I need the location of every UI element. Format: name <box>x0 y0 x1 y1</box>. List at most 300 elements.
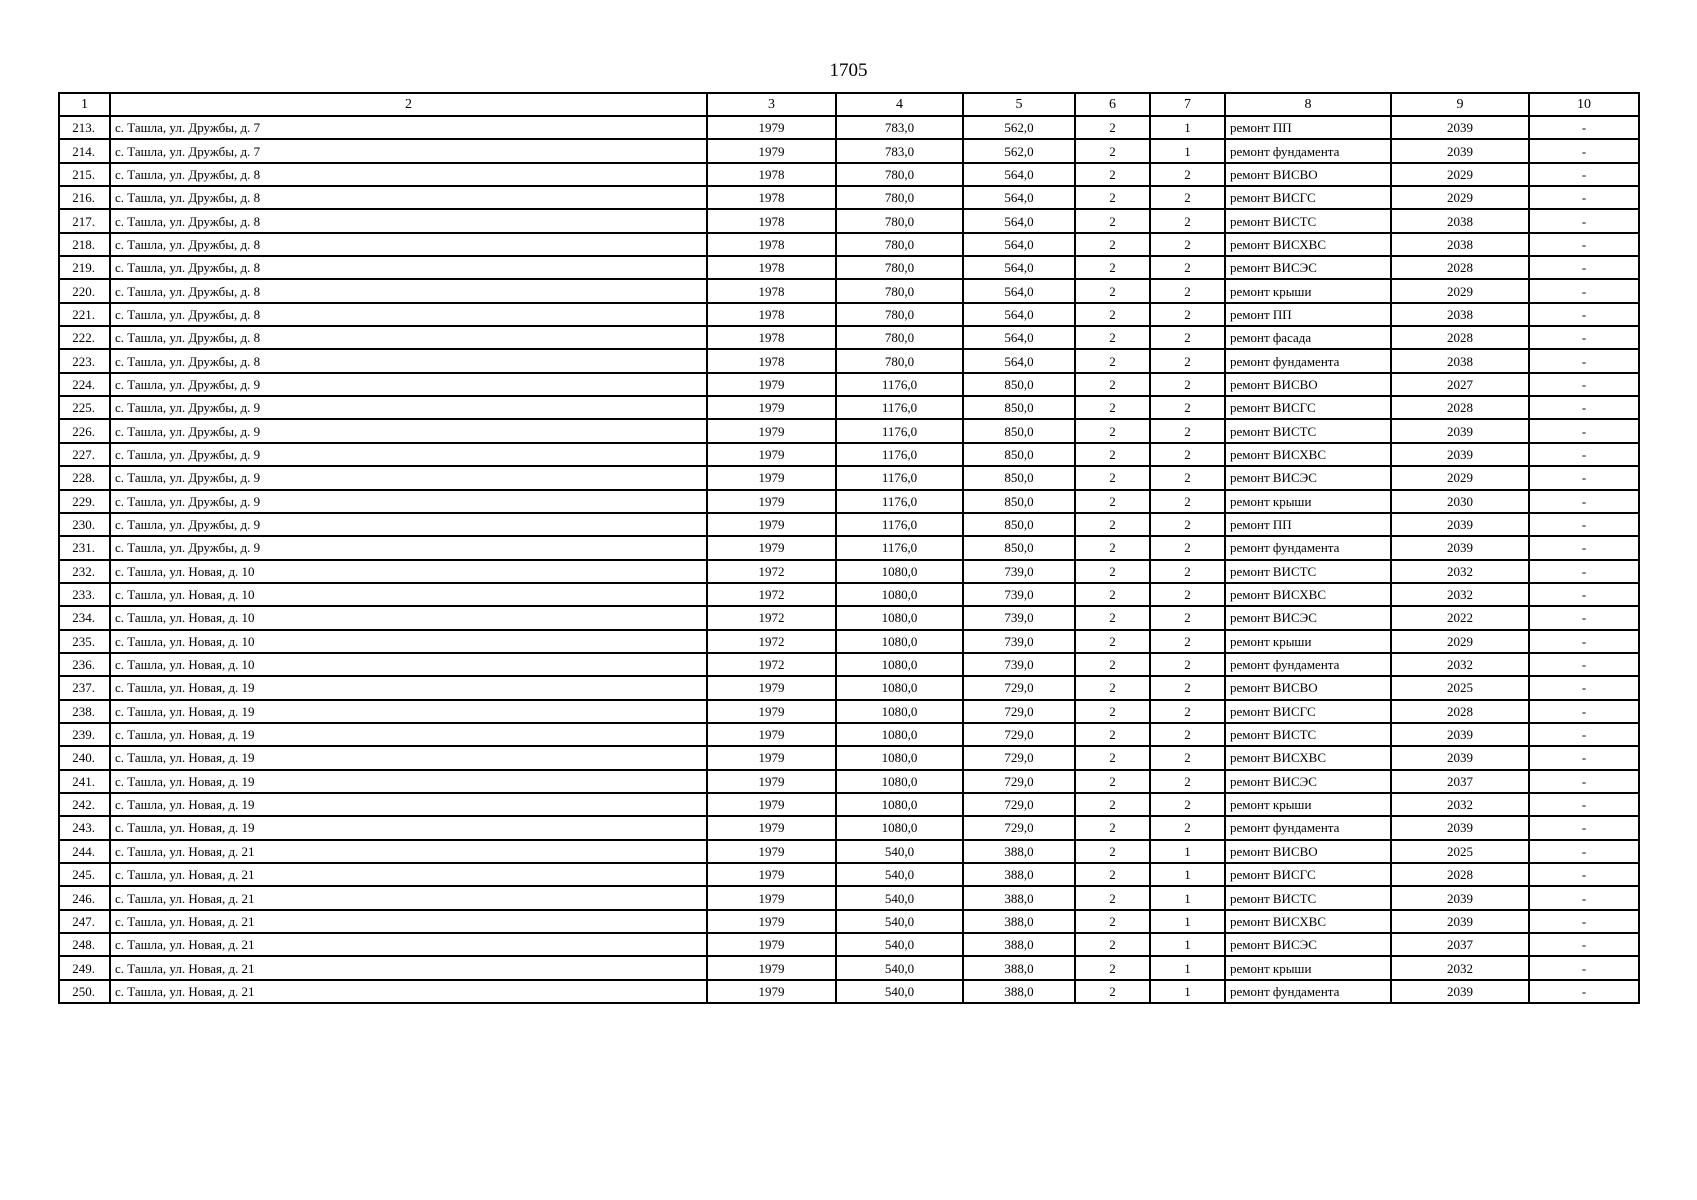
table-row <box>59 396 1639 419</box>
entrances-cell: 2 <box>1150 793 1225 816</box>
table-row <box>59 700 1639 723</box>
table-row <box>59 910 1639 933</box>
planned-year-cell: 2039 <box>1391 980 1529 1003</box>
row-number-cell: 219. <box>59 256 110 279</box>
living-area-cell: 850,0 <box>963 443 1075 466</box>
living-area-cell: 562,0 <box>963 116 1075 139</box>
note-cell: - <box>1529 723 1639 746</box>
work-type-cell: ремонт ВИСХВС <box>1225 746 1391 769</box>
planned-year-cell: 2029 <box>1391 466 1529 489</box>
living-area-cell: 850,0 <box>963 490 1075 513</box>
work-type-cell: ремонт фундамента <box>1225 980 1391 1003</box>
planned-year-cell: 2029 <box>1391 279 1529 302</box>
total-area-cell: 540,0 <box>836 910 963 933</box>
address-cell: с. Ташла, ул. Дружбы, д. 8 <box>110 349 707 372</box>
floors-cell: 2 <box>1075 676 1150 699</box>
work-type-cell: ремонт крыши <box>1225 793 1391 816</box>
build-year-cell: 1978 <box>707 256 836 279</box>
build-year-cell: 1979 <box>707 139 836 162</box>
living-area-cell: 739,0 <box>963 560 1075 583</box>
note-cell: - <box>1529 186 1639 209</box>
address-cell: с. Ташла, ул. Дружбы, д. 8 <box>110 256 707 279</box>
row-number-cell: 226. <box>59 419 110 442</box>
work-type-cell: ремонт фундамента <box>1225 349 1391 372</box>
floors-cell: 2 <box>1075 490 1150 513</box>
floors-cell: 2 <box>1075 770 1150 793</box>
note-cell: - <box>1529 536 1639 559</box>
row-number-cell: 249. <box>59 956 110 979</box>
column-number-header-row <box>59 93 1639 116</box>
entrances-cell: 2 <box>1150 746 1225 769</box>
planned-year-cell: 2029 <box>1391 630 1529 653</box>
total-area-cell: 1176,0 <box>836 396 963 419</box>
total-area-cell: 1176,0 <box>836 443 963 466</box>
table-row <box>59 139 1639 162</box>
planned-year-cell: 2032 <box>1391 653 1529 676</box>
address-cell: с. Ташла, ул. Новая, д. 21 <box>110 910 707 933</box>
table-row <box>59 886 1639 909</box>
total-area-cell: 540,0 <box>836 886 963 909</box>
living-area-cell: 729,0 <box>963 793 1075 816</box>
floors-cell: 2 <box>1075 443 1150 466</box>
planned-year-cell: 2039 <box>1391 910 1529 933</box>
row-number-cell: 241. <box>59 770 110 793</box>
entrances-cell: 1 <box>1150 863 1225 886</box>
work-type-cell: ремонт фундамента <box>1225 653 1391 676</box>
total-area-cell: 780,0 <box>836 186 963 209</box>
floors-cell: 2 <box>1075 373 1150 396</box>
row-number-cell: 217. <box>59 209 110 232</box>
planned-year-cell: 2039 <box>1391 116 1529 139</box>
work-type-cell: ремонт ВИСГС <box>1225 396 1391 419</box>
table-row <box>59 233 1639 256</box>
address-cell: с. Ташла, ул. Дружбы, д. 8 <box>110 303 707 326</box>
planned-year-cell: 2028 <box>1391 396 1529 419</box>
floors-cell: 2 <box>1075 840 1150 863</box>
table-row <box>59 373 1639 396</box>
table-row <box>59 349 1639 372</box>
work-type-cell: ремонт ВИСХВС <box>1225 233 1391 256</box>
note-cell: - <box>1529 303 1639 326</box>
entrances-cell: 1 <box>1150 980 1225 1003</box>
work-type-cell: ремонт ВИСЭС <box>1225 933 1391 956</box>
table-row <box>59 303 1639 326</box>
build-year-cell: 1979 <box>707 419 836 442</box>
entrances-cell: 2 <box>1150 396 1225 419</box>
row-number-cell: 243. <box>59 816 110 839</box>
work-type-cell: ремонт ВИСТС <box>1225 560 1391 583</box>
planned-year-cell: 2028 <box>1391 863 1529 886</box>
note-cell: - <box>1529 490 1639 513</box>
entrances-cell: 2 <box>1150 303 1225 326</box>
header-cell-2: 2 <box>110 93 707 116</box>
note-cell: - <box>1529 606 1639 629</box>
table-row <box>59 490 1639 513</box>
planned-year-cell: 2038 <box>1391 303 1529 326</box>
table-row <box>59 840 1639 863</box>
build-year-cell: 1979 <box>707 676 836 699</box>
work-type-cell: ремонт ВИСЭС <box>1225 466 1391 489</box>
living-area-cell: 564,0 <box>963 326 1075 349</box>
build-year-cell: 1979 <box>707 513 836 536</box>
row-number-cell: 244. <box>59 840 110 863</box>
work-type-cell: ремонт ВИСГС <box>1225 186 1391 209</box>
total-area-cell: 1176,0 <box>836 373 963 396</box>
living-area-cell: 388,0 <box>963 980 1075 1003</box>
build-year-cell: 1979 <box>707 116 836 139</box>
entrances-cell: 2 <box>1150 186 1225 209</box>
entrances-cell: 2 <box>1150 816 1225 839</box>
planned-year-cell: 2029 <box>1391 163 1529 186</box>
note-cell: - <box>1529 910 1639 933</box>
planned-year-cell: 2038 <box>1391 233 1529 256</box>
header-cell-9: 9 <box>1391 93 1529 116</box>
note-cell: - <box>1529 139 1639 162</box>
row-number-cell: 233. <box>59 583 110 606</box>
living-area-cell: 850,0 <box>963 373 1075 396</box>
living-area-cell: 729,0 <box>963 676 1075 699</box>
living-area-cell: 729,0 <box>963 770 1075 793</box>
total-area-cell: 780,0 <box>836 326 963 349</box>
entrances-cell: 1 <box>1150 116 1225 139</box>
entrances-cell: 2 <box>1150 536 1225 559</box>
entrances-cell: 2 <box>1150 163 1225 186</box>
floors-cell: 2 <box>1075 163 1150 186</box>
living-area-cell: 739,0 <box>963 630 1075 653</box>
row-number-cell: 239. <box>59 723 110 746</box>
build-year-cell: 1979 <box>707 840 836 863</box>
planned-year-cell: 2032 <box>1391 583 1529 606</box>
page-number: 1705 <box>829 60 868 81</box>
address-cell: с. Ташла, ул. Новая, д. 21 <box>110 980 707 1003</box>
table-row <box>59 256 1639 279</box>
table-row <box>59 746 1639 769</box>
total-area-cell: 1080,0 <box>836 583 963 606</box>
floors-cell: 2 <box>1075 723 1150 746</box>
build-year-cell: 1979 <box>707 910 836 933</box>
repair-schedule-table <box>58 92 1640 1004</box>
table-row <box>59 583 1639 606</box>
address-cell: с. Ташла, ул. Новая, д. 21 <box>110 863 707 886</box>
build-year-cell: 1979 <box>707 443 836 466</box>
row-number-cell: 242. <box>59 793 110 816</box>
note-cell: - <box>1529 700 1639 723</box>
address-cell: с. Ташла, ул. Новая, д. 10 <box>110 560 707 583</box>
entrances-cell: 2 <box>1150 490 1225 513</box>
build-year-cell: 1978 <box>707 209 836 232</box>
build-year-cell: 1979 <box>707 816 836 839</box>
note-cell: - <box>1529 373 1639 396</box>
floors-cell: 2 <box>1075 419 1150 442</box>
entrances-cell: 2 <box>1150 256 1225 279</box>
address-cell: с. Ташла, ул. Дружбы, д. 9 <box>110 513 707 536</box>
work-type-cell: ремонт ВИСТС <box>1225 886 1391 909</box>
row-number-cell: 223. <box>59 349 110 372</box>
header-cell-8: 8 <box>1225 93 1391 116</box>
work-type-cell: ремонт крыши <box>1225 279 1391 302</box>
address-cell: с. Ташла, ул. Дружбы, д. 9 <box>110 466 707 489</box>
address-cell: с. Ташла, ул. Новая, д. 19 <box>110 793 707 816</box>
floors-cell: 2 <box>1075 653 1150 676</box>
entrances-cell: 2 <box>1150 373 1225 396</box>
total-area-cell: 1080,0 <box>836 606 963 629</box>
total-area-cell: 1176,0 <box>836 513 963 536</box>
header-cell-4: 4 <box>836 93 963 116</box>
table-row <box>59 209 1639 232</box>
address-cell: с. Ташла, ул. Дружбы, д. 9 <box>110 536 707 559</box>
floors-cell: 2 <box>1075 910 1150 933</box>
address-cell: с. Ташла, ул. Новая, д. 21 <box>110 840 707 863</box>
table-row <box>59 116 1639 139</box>
table-row <box>59 793 1639 816</box>
build-year-cell: 1979 <box>707 700 836 723</box>
build-year-cell: 1979 <box>707 886 836 909</box>
living-area-cell: 564,0 <box>963 349 1075 372</box>
build-year-cell: 1978 <box>707 233 836 256</box>
floors-cell: 2 <box>1075 560 1150 583</box>
planned-year-cell: 2039 <box>1391 139 1529 162</box>
build-year-cell: 1978 <box>707 326 836 349</box>
entrances-cell: 2 <box>1150 209 1225 232</box>
address-cell: с. Ташла, ул. Дружбы, д. 9 <box>110 490 707 513</box>
planned-year-cell: 2039 <box>1391 723 1529 746</box>
total-area-cell: 1176,0 <box>836 466 963 489</box>
total-area-cell: 783,0 <box>836 116 963 139</box>
total-area-cell: 540,0 <box>836 863 963 886</box>
table-row <box>59 326 1639 349</box>
living-area-cell: 388,0 <box>963 910 1075 933</box>
table-row <box>59 606 1639 629</box>
note-cell: - <box>1529 116 1639 139</box>
note-cell: - <box>1529 256 1639 279</box>
work-type-cell: ремонт ВИСЭС <box>1225 770 1391 793</box>
total-area-cell: 1080,0 <box>836 793 963 816</box>
floors-cell: 2 <box>1075 583 1150 606</box>
work-type-cell: ремонт ПП <box>1225 116 1391 139</box>
build-year-cell: 1979 <box>707 863 836 886</box>
work-type-cell: ремонт крыши <box>1225 630 1391 653</box>
planned-year-cell: 2037 <box>1391 933 1529 956</box>
floors-cell: 2 <box>1075 279 1150 302</box>
planned-year-cell: 2022 <box>1391 606 1529 629</box>
table-row <box>59 443 1639 466</box>
planned-year-cell: 2032 <box>1391 956 1529 979</box>
planned-year-cell: 2025 <box>1391 676 1529 699</box>
entrances-cell: 2 <box>1150 326 1225 349</box>
planned-year-cell: 2032 <box>1391 560 1529 583</box>
row-number-cell: 228. <box>59 466 110 489</box>
address-cell: с. Ташла, ул. Новая, д. 10 <box>110 606 707 629</box>
living-area-cell: 850,0 <box>963 396 1075 419</box>
row-number-cell: 227. <box>59 443 110 466</box>
planned-year-cell: 2039 <box>1391 536 1529 559</box>
entrances-cell: 2 <box>1150 583 1225 606</box>
build-year-cell: 1979 <box>707 746 836 769</box>
address-cell: с. Ташла, ул. Новая, д. 19 <box>110 770 707 793</box>
floors-cell: 2 <box>1075 466 1150 489</box>
row-number-cell: 220. <box>59 279 110 302</box>
floors-cell: 2 <box>1075 396 1150 419</box>
note-cell: - <box>1529 770 1639 793</box>
work-type-cell: ремонт ВИСЭС <box>1225 256 1391 279</box>
note-cell: - <box>1529 349 1639 372</box>
work-type-cell: ремонт ВИСВО <box>1225 840 1391 863</box>
table-row <box>59 163 1639 186</box>
planned-year-cell: 2028 <box>1391 700 1529 723</box>
row-number-cell: 230. <box>59 513 110 536</box>
address-cell: с. Ташла, ул. Новая, д. 21 <box>110 933 707 956</box>
floors-cell: 2 <box>1075 209 1150 232</box>
table-row <box>59 513 1639 536</box>
entrances-cell: 1 <box>1150 933 1225 956</box>
work-type-cell: ремонт фундамента <box>1225 536 1391 559</box>
build-year-cell: 1972 <box>707 560 836 583</box>
work-type-cell: ремонт крыши <box>1225 490 1391 513</box>
note-cell: - <box>1529 816 1639 839</box>
header-cell-6: 6 <box>1075 93 1150 116</box>
build-year-cell: 1979 <box>707 373 836 396</box>
build-year-cell: 1979 <box>707 396 836 419</box>
living-area-cell: 388,0 <box>963 886 1075 909</box>
work-type-cell: ремонт крыши <box>1225 956 1391 979</box>
total-area-cell: 780,0 <box>836 163 963 186</box>
living-area-cell: 564,0 <box>963 186 1075 209</box>
note-cell: - <box>1529 163 1639 186</box>
floors-cell: 2 <box>1075 303 1150 326</box>
address-cell: с. Ташла, ул. Дружбы, д. 9 <box>110 419 707 442</box>
row-number-cell: 234. <box>59 606 110 629</box>
planned-year-cell: 2029 <box>1391 186 1529 209</box>
entrances-cell: 1 <box>1150 840 1225 863</box>
floors-cell: 2 <box>1075 793 1150 816</box>
note-cell: - <box>1529 746 1639 769</box>
table-row <box>59 676 1639 699</box>
planned-year-cell: 2038 <box>1391 349 1529 372</box>
address-cell: с. Ташла, ул. Дружбы, д. 8 <box>110 279 707 302</box>
note-cell: - <box>1529 676 1639 699</box>
build-year-cell: 1979 <box>707 933 836 956</box>
total-area-cell: 1080,0 <box>836 700 963 723</box>
build-year-cell: 1978 <box>707 186 836 209</box>
living-area-cell: 564,0 <box>963 233 1075 256</box>
planned-year-cell: 2038 <box>1391 209 1529 232</box>
address-cell: с. Ташла, ул. Дружбы, д. 8 <box>110 209 707 232</box>
work-type-cell: ремонт ВИСВО <box>1225 373 1391 396</box>
row-number-cell: 218. <box>59 233 110 256</box>
build-year-cell: 1978 <box>707 349 836 372</box>
total-area-cell: 1080,0 <box>836 816 963 839</box>
total-area-cell: 540,0 <box>836 933 963 956</box>
row-number-cell: 246. <box>59 886 110 909</box>
address-cell: с. Ташла, ул. Дружбы, д. 8 <box>110 186 707 209</box>
row-number-cell: 232. <box>59 560 110 583</box>
table-row <box>59 770 1639 793</box>
planned-year-cell: 2039 <box>1391 419 1529 442</box>
living-area-cell: 739,0 <box>963 583 1075 606</box>
floors-cell: 2 <box>1075 956 1150 979</box>
build-year-cell: 1979 <box>707 956 836 979</box>
row-number-cell: 231. <box>59 536 110 559</box>
floors-cell: 2 <box>1075 326 1150 349</box>
floors-cell: 2 <box>1075 536 1150 559</box>
total-area-cell: 780,0 <box>836 303 963 326</box>
build-year-cell: 1978 <box>707 303 836 326</box>
living-area-cell: 564,0 <box>963 279 1075 302</box>
note-cell: - <box>1529 956 1639 979</box>
note-cell: - <box>1529 513 1639 536</box>
living-area-cell: 729,0 <box>963 723 1075 746</box>
row-number-cell: 236. <box>59 653 110 676</box>
address-cell: с. Ташла, ул. Дружбы, д. 7 <box>110 116 707 139</box>
total-area-cell: 780,0 <box>836 256 963 279</box>
build-year-cell: 1972 <box>707 583 836 606</box>
table-row <box>59 816 1639 839</box>
entrances-cell: 1 <box>1150 956 1225 979</box>
note-cell: - <box>1529 233 1639 256</box>
living-area-cell: 850,0 <box>963 419 1075 442</box>
total-area-cell: 1176,0 <box>836 419 963 442</box>
address-cell: с. Ташла, ул. Новая, д. 21 <box>110 886 707 909</box>
total-area-cell: 1080,0 <box>836 723 963 746</box>
living-area-cell: 850,0 <box>963 536 1075 559</box>
build-year-cell: 1979 <box>707 723 836 746</box>
total-area-cell: 1080,0 <box>836 630 963 653</box>
note-cell: - <box>1529 419 1639 442</box>
header-cell-10: 10 <box>1529 93 1639 116</box>
total-area-cell: 780,0 <box>836 209 963 232</box>
note-cell: - <box>1529 886 1639 909</box>
table-row <box>59 863 1639 886</box>
floors-cell: 2 <box>1075 116 1150 139</box>
total-area-cell: 1080,0 <box>836 560 963 583</box>
address-cell: с. Ташла, ул. Новая, д. 21 <box>110 956 707 979</box>
address-cell: с. Ташла, ул. Новая, д. 19 <box>110 723 707 746</box>
work-type-cell: ремонт ВИСВО <box>1225 676 1391 699</box>
build-year-cell: 1979 <box>707 793 836 816</box>
table-row <box>59 186 1639 209</box>
note-cell: - <box>1529 466 1639 489</box>
entrances-cell: 2 <box>1150 279 1225 302</box>
note-cell: - <box>1529 209 1639 232</box>
entrances-cell: 1 <box>1150 910 1225 933</box>
work-type-cell: ремонт ВИСХВС <box>1225 910 1391 933</box>
floors-cell: 2 <box>1075 513 1150 536</box>
living-area-cell: 564,0 <box>963 163 1075 186</box>
row-number-cell: 235. <box>59 630 110 653</box>
header-cell-7: 7 <box>1150 93 1225 116</box>
entrances-cell: 2 <box>1150 233 1225 256</box>
planned-year-cell: 2039 <box>1391 886 1529 909</box>
total-area-cell: 540,0 <box>836 980 963 1003</box>
note-cell: - <box>1529 560 1639 583</box>
row-number-cell: 250. <box>59 980 110 1003</box>
planned-year-cell: 2037 <box>1391 770 1529 793</box>
total-area-cell: 1176,0 <box>836 536 963 559</box>
total-area-cell: 780,0 <box>836 233 963 256</box>
total-area-cell: 1176,0 <box>836 490 963 513</box>
table-body <box>59 116 1639 1003</box>
planned-year-cell: 2039 <box>1391 513 1529 536</box>
build-year-cell: 1979 <box>707 490 836 513</box>
table-row <box>59 279 1639 302</box>
floors-cell: 2 <box>1075 863 1150 886</box>
table-row <box>59 723 1639 746</box>
total-area-cell: 780,0 <box>836 279 963 302</box>
row-number-cell: 240. <box>59 746 110 769</box>
living-area-cell: 562,0 <box>963 139 1075 162</box>
planned-year-cell: 2039 <box>1391 443 1529 466</box>
floors-cell: 2 <box>1075 933 1150 956</box>
